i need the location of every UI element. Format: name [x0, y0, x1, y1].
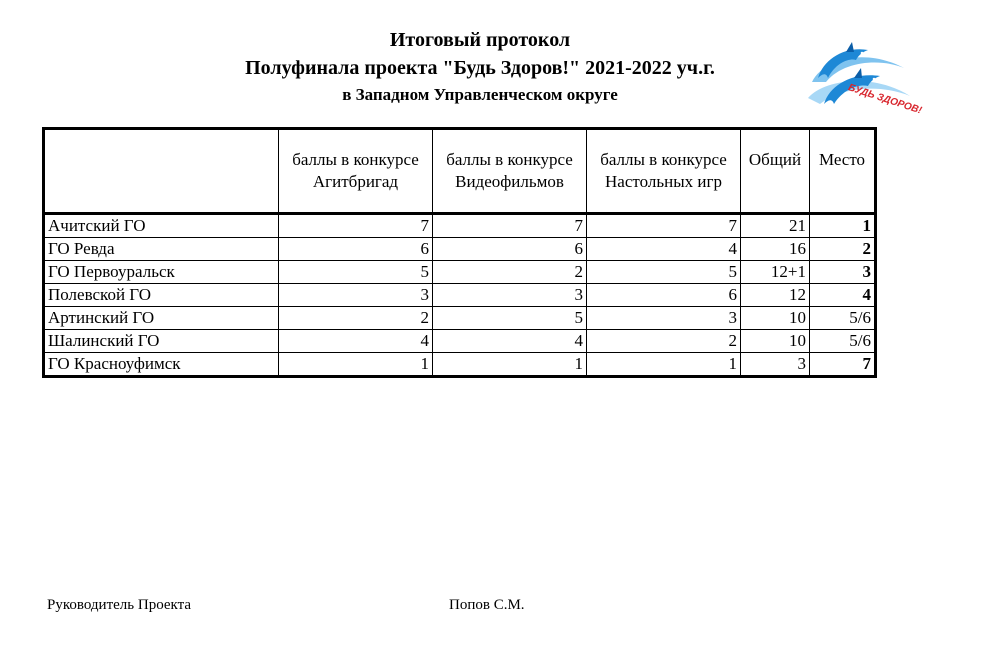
header-line2: Настольных игр [605, 172, 722, 191]
column-header-agitbrigad [279, 129, 433, 214]
video-score: 3 [433, 284, 587, 307]
video-score: 2 [433, 261, 587, 284]
games-score: 4 [587, 238, 741, 261]
header-line1: баллы в конкурсе [446, 150, 573, 169]
footer-role: Руководитель Проекта [47, 597, 192, 613]
district-name: ГО Первоуральск [44, 261, 279, 284]
footer-person: Попов С.М. [449, 597, 525, 613]
games-score: 1 [587, 353, 741, 377]
column-header-total [741, 129, 810, 214]
place: 5/6 [810, 307, 876, 330]
total-score: 3 [741, 353, 810, 377]
district-name: Полевской ГО [44, 284, 279, 307]
column-header-name [44, 129, 279, 214]
header-line2: Видеофильмов [455, 172, 564, 191]
protocol-district: в Западном Управленческом округе [342, 85, 618, 104]
video-score: 7 [433, 214, 587, 238]
agit-score: 6 [279, 238, 433, 261]
place: 7 [810, 353, 876, 377]
place: 3 [810, 261, 876, 284]
place: 2 [810, 238, 876, 261]
place: 4 [810, 284, 876, 307]
games-score: 7 [587, 214, 741, 238]
total-score: 12 [741, 284, 810, 307]
video-score: 6 [433, 238, 587, 261]
table-row [44, 214, 876, 238]
total-score: 16 [741, 238, 810, 261]
agit-score: 1 [279, 353, 433, 377]
games-score: 5 [587, 261, 741, 284]
table-row [44, 284, 876, 307]
agit-score: 7 [279, 214, 433, 238]
place: 1 [810, 214, 876, 238]
total-score: 21 [741, 214, 810, 238]
results-table [42, 127, 877, 378]
protocol-title: Итоговый протокол [389, 29, 571, 51]
video-score: 1 [433, 353, 587, 377]
video-score: 5 [433, 307, 587, 330]
logo-text: БУДЬ ЗДОРОВ! [846, 82, 924, 117]
column-header-video [433, 129, 587, 214]
agit-score: 4 [279, 330, 433, 353]
agit-score: 5 [279, 261, 433, 284]
total-score: 12+1 [741, 261, 810, 284]
table-row [44, 238, 876, 261]
district-name: Артинский ГО [44, 307, 279, 330]
district-name: Ачитский ГО [44, 214, 279, 238]
header-line1: Место [818, 150, 866, 169]
agit-score: 3 [279, 284, 433, 307]
district-name: Шалинский ГО [44, 330, 279, 353]
total-score: 10 [741, 307, 810, 330]
header-row [44, 129, 876, 214]
total-score: 10 [741, 330, 810, 353]
protocol-subtitle: Полуфинала проекта "Будь Здоров!" 2021-2022 уч.г. [245, 57, 715, 79]
agit-score: 2 [279, 307, 433, 330]
table-row [44, 261, 876, 284]
games-score: 6 [587, 284, 741, 307]
table-row [44, 353, 876, 377]
place: 5/6 [810, 330, 876, 353]
header-line1: баллы в конкурсе [292, 150, 419, 169]
games-score: 2 [587, 330, 741, 353]
district-name: ГО Ревда [44, 238, 279, 261]
header-line1: баллы в конкурсе [600, 150, 727, 169]
table-row [44, 330, 876, 353]
column-header-place [810, 129, 876, 214]
header-line2: Агитбригад [312, 172, 399, 191]
district-name: ГО Красноуфимск [44, 353, 279, 377]
dolphins-logo-icon [806, 38, 924, 117]
header-line1: Общий [748, 150, 802, 169]
video-score: 4 [433, 330, 587, 353]
games-score: 3 [587, 307, 741, 330]
column-header-games [587, 129, 741, 214]
table-row [44, 307, 876, 330]
